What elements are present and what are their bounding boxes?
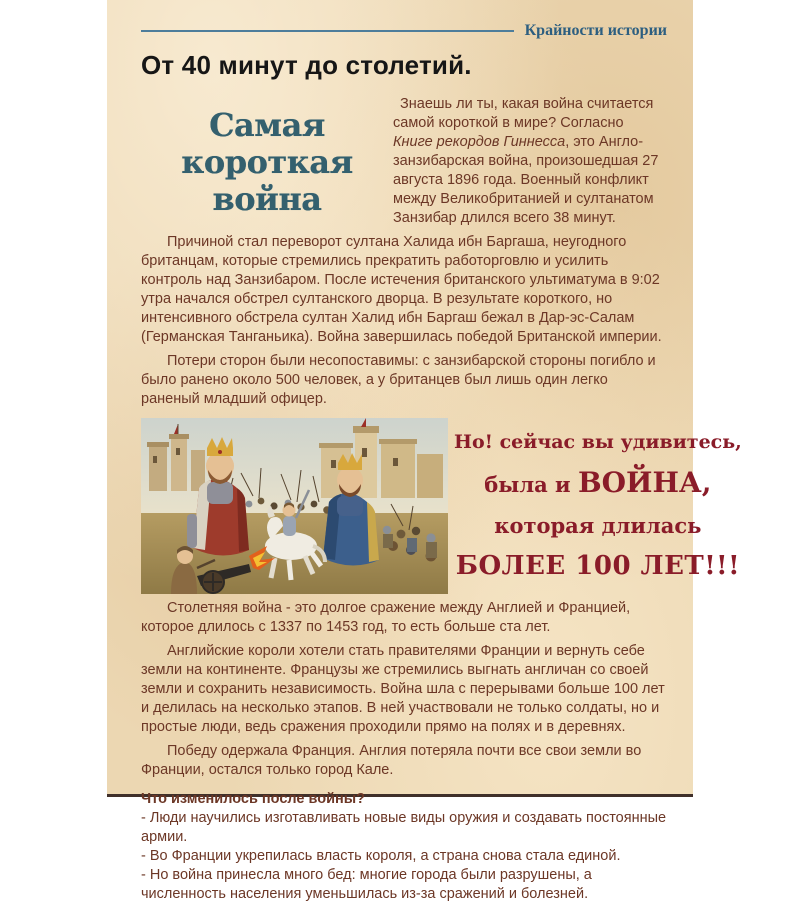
aftermath-heading: Что изменилось после войны? — [141, 791, 365, 807]
shortest-war-section — [141, 93, 667, 228]
banner-line-2-prefix: была и — [484, 472, 578, 498]
paragraph-cause: Причиной стал переворот султана Халида ибн Баргаша, неугодного британцам, которые стремились прекратить работорговлю и усилить контроль над Занзибаром. После истечения британского ультиматума в 9:02 утра начался обстрел султанского дворца. В результате короткого, но интенсивного обстрела султан Халид ибн Баргаш бежал в Дар-эс-Салам (Германская Танганьика). Война завершилась победой Британской империи. — [141, 234, 662, 345]
intro-italic-title: Книге рекордов Гиннесса — [393, 134, 566, 150]
banner-line-1: Но! сейчас вы удивитесь, — [454, 430, 742, 453]
aftermath-bullet-3: - Но война принесла много бед: многие города были разрушены, а численность населения уменьшилась из-за сражений и болезней. — [141, 867, 592, 902]
parchment-page — [107, 0, 742, 902]
intro-paragraph — [393, 93, 667, 228]
aftermath-bullet-1: - Люди научились изготавливать новые виды оружия и создавать постоянные армии. — [141, 810, 667, 845]
intro-text-1: Знаешь ли ты, какая война считается самой короткой в мире? Согласно — [393, 96, 654, 131]
shortest-war-heading — [141, 93, 393, 228]
page-header — [141, 22, 667, 40]
magazine-title: Крайности истории — [524, 22, 667, 39]
page-title: От 40 минут до столетий. — [141, 50, 472, 80]
paragraph-losses: Потери сторон были несопоставимы: с занзибарской стороны погибло и было ранено около 500 человек, а у британцев был лишь один легко раненый младший офицер. — [141, 353, 656, 407]
gothic-line-2: война — [212, 179, 322, 218]
paragraph-hundred-years: Столетняя война - это долгое сражение между Англией и Францией, которое длилось с 1337 по 1453 год, то есть больше ста лет. — [141, 600, 631, 635]
aftermath-bullet-2: - Во Франции укрепилась власть короля, а страна снова стала единой. — [141, 848, 621, 864]
intro-text-2: , это Англо-занзибарская война, произошедшая 27 августа 1896 года. Военный конфликт между Великобританией и султанатом Занзибар длился всего 38 минут. — [393, 134, 659, 226]
banner-line-2 — [484, 466, 711, 499]
battle-illustration — [141, 418, 448, 594]
battle-scene-svg — [141, 418, 448, 594]
banner-line-3: которая длилась — [494, 512, 702, 538]
banner-line-4: БОЛЕЕ 100 ЛЕТ!!! — [455, 551, 740, 582]
paragraph-victory: Победу одержала Франция. Англия потеряла почти все свои земли во Франции, остался только город Кале. — [141, 743, 642, 778]
banner-line-2-emphasis: ВОЙНА, — [577, 466, 712, 500]
hundred-years-banner — [141, 418, 742, 594]
gothic-line-1: Самая короткая — [181, 106, 353, 181]
header-rule-line — [141, 30, 514, 32]
banner-text — [448, 418, 742, 594]
paragraph-goals: Английские короли хотели стать правителями Франции и вернуть себе земли на континенте. Французы же стремились выгнать англичан со своей земли и сохранить независимость. Война шла с перерывами больше 100 лет и делилась на несколько этапов. В ней участвовали не только солдаты, но и простые люди, ведь сражения проходили прямо на полях и в деревнях. — [141, 643, 665, 735]
